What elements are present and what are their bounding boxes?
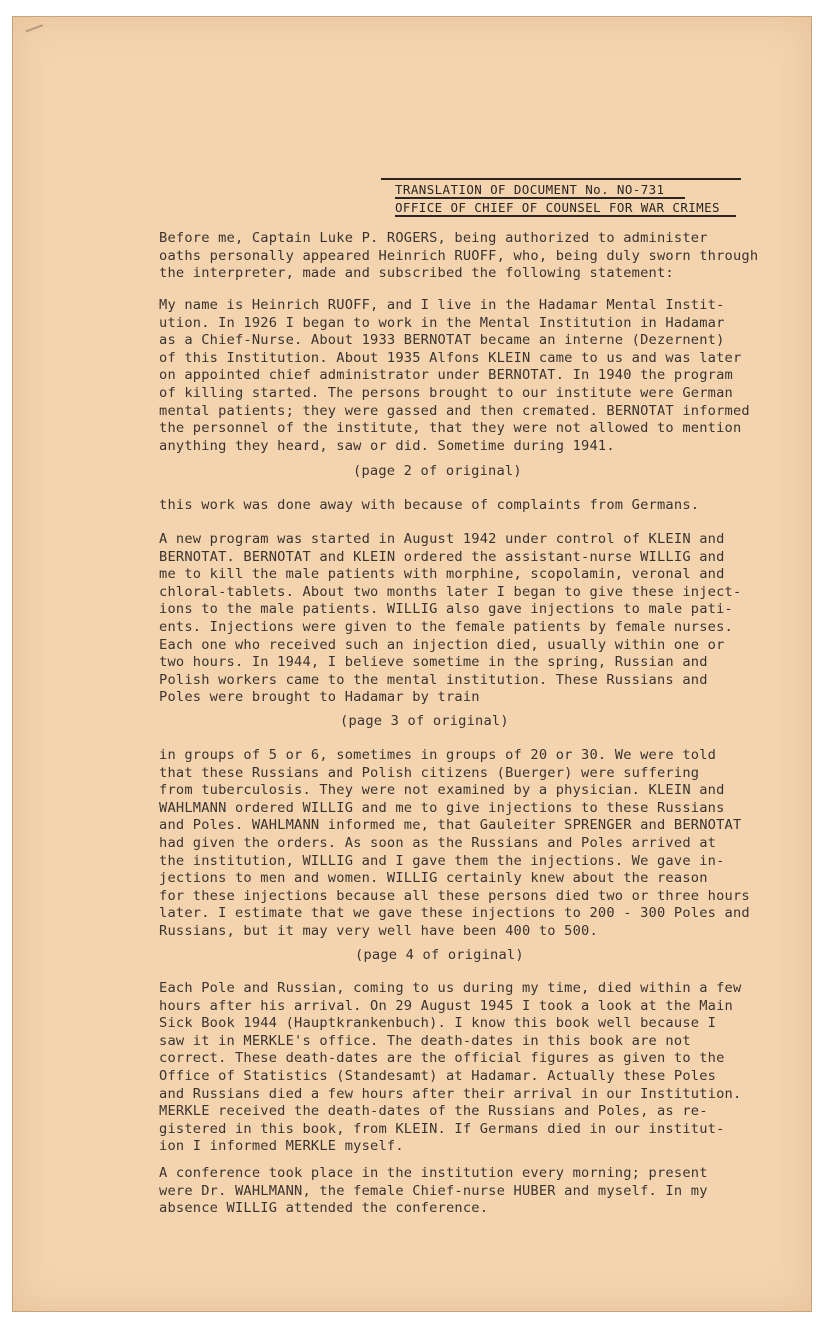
page-3-marker: (page 3 of original) bbox=[340, 713, 509, 729]
paragraph-5 bbox=[159, 980, 759, 1156]
text-line: in groups of 5 or 6, sometimes in groups of 20 or 30. We were told bbox=[159, 747, 717, 763]
paragraph-1 bbox=[159, 297, 759, 455]
text-line: oaths personally appeared Heinrich RUOFF, who, being duly sworn through bbox=[159, 247, 759, 264]
text-line: for these injections because all these persons died two or three hours bbox=[159, 887, 750, 904]
text-line: gistered in this book, from KLEIN. If Germans died in our institut- bbox=[159, 1120, 725, 1137]
text-line: me to kill the male patients with morphine, scopolamin, veronal and bbox=[159, 566, 725, 583]
text-line: the interpreter, made and subscribed the following statement: bbox=[159, 265, 674, 282]
header-office-line: OFFICE OF CHIEF OF COUNSEL FOR WAR CRIMES bbox=[395, 200, 720, 215]
text-line: ution. In 1926 I began to work in the Mental Institution in Hadamar bbox=[159, 314, 725, 331]
text-line: ion I informed MERKLE myself. bbox=[159, 1138, 404, 1155]
text-line: this work was done away with because of complaints from Germans. bbox=[159, 497, 700, 513]
text-line: Russians, but it may very well have been 400 to 500. bbox=[159, 922, 598, 939]
text-line: were Dr. WAHLMANN, the female Chief-nurse HUBER and myself. In my bbox=[159, 1182, 708, 1199]
text-line: the institution, WILLIG and I gave them the injections. We gave in- bbox=[159, 852, 725, 869]
text-line: WAHLMANN ordered WILLIG and me to give injections to these Russians bbox=[159, 799, 725, 816]
header-middle-rule bbox=[395, 197, 685, 199]
paragraph-4 bbox=[159, 747, 759, 941]
text-line: mental patients; they were gassed and then cremated. BERNOTAT informed bbox=[159, 402, 750, 419]
text-line: had given the orders. As soon as the Russians and Poles arrived at bbox=[159, 834, 717, 851]
document-page bbox=[12, 16, 812, 1312]
text-line: of this Institution. About 1935 Alfons KLEIN came to us and was later bbox=[159, 349, 742, 366]
text-line: as a Chief-Nurse. About 1933 BERNOTAT became an interne (Dezernent) bbox=[159, 332, 725, 349]
header-top-rule bbox=[381, 178, 741, 180]
text-line: two hours. In 1944, I believe sometime in the spring, Russian and bbox=[159, 654, 708, 671]
text-line: chloral-tablets. About two months later I began to give these inject- bbox=[159, 583, 742, 600]
text-line: and Poles. WAHLMANN informed me, that Gauleiter SPRENGER and BERNOTAT bbox=[159, 817, 742, 834]
text-line: Each one who received such an injection died, usually within one or bbox=[159, 636, 725, 653]
corner-mark bbox=[25, 24, 46, 41]
header-bottom-rule bbox=[395, 215, 736, 217]
paragraph-3 bbox=[159, 531, 759, 707]
text-line: on appointed chief administrator under BERNOTAT. In 1940 the program bbox=[159, 367, 733, 384]
text-line: later. I estimate that we gave these injections to 200 - 300 Poles and bbox=[159, 905, 750, 922]
text-line: from tuberculosis. They were not examined by a physician. KLEIN and bbox=[159, 782, 725, 799]
text-line: Polish workers came to the mental institution. These Russians and bbox=[159, 671, 708, 688]
text-line: ents. Injections were given to the female patients by female nurses. bbox=[159, 618, 733, 635]
text-line: A conference took place in the institution every morning; present bbox=[159, 1165, 708, 1181]
text-line: ions to the male patients. WILLIG also gave injections to male pati- bbox=[159, 601, 733, 618]
text-line: Each Pole and Russian, coming to us during my time, died within a few bbox=[159, 980, 742, 996]
paragraph-6 bbox=[159, 1165, 759, 1218]
text-line: Before me, Captain Luke P. ROGERS, being authorized to administer bbox=[159, 230, 708, 246]
text-line: Office of Statistics (Standesamt) at Hadamar. Actually these Poles bbox=[159, 1067, 717, 1084]
page-2-marker: (page 2 of original) bbox=[353, 463, 522, 479]
text-line: jections to men and women. WILLIG certainly knew about the reason bbox=[159, 870, 708, 887]
text-line: anything they heard, saw or did. Sometime during 1941. bbox=[159, 437, 615, 454]
text-line: Sick Book 1944 (Hauptkrankenbuch). I know this book well because I bbox=[159, 1015, 717, 1032]
text-line: BERNOTAT. BERNOTAT and KLEIN ordered the assistant-nurse WILLIG and bbox=[159, 548, 725, 565]
text-line: My name is Heinrich RUOFF, and I live in the Hadamar Mental Instit- bbox=[159, 297, 725, 313]
text-line: hours after his arrival. On 29 August 1945 I took a look at the Main bbox=[159, 997, 733, 1014]
text-line: and Russians died a few hours after their arrival in our Institution. bbox=[159, 1085, 742, 1102]
text-line: MERKLE received the death-dates of the Russians and Poles, as re- bbox=[159, 1103, 708, 1120]
text-line: correct. These death-dates are the official figures as given to the bbox=[159, 1050, 725, 1067]
paragraph-2 bbox=[159, 497, 759, 515]
text-line: saw it in MERKLE's office. The death-dates in this book are not bbox=[159, 1032, 691, 1049]
text-line: of killing started. The persons brought to our institute were German bbox=[159, 384, 733, 401]
header-translation-line: TRANSLATION OF DOCUMENT No. NO-731 bbox=[395, 182, 665, 197]
intro-paragraph bbox=[159, 230, 759, 283]
page-4-marker: (page 4 of original) bbox=[355, 947, 524, 963]
text-line: the personnel of the institute, that they were not allowed to mention bbox=[159, 420, 742, 437]
text-line: that these Russians and Polish citizens (Buerger) were suffering bbox=[159, 764, 700, 781]
text-line: Poles were brought to Hadamar by train bbox=[159, 689, 480, 706]
text-line: absence WILLIG attended the conference. bbox=[159, 1200, 489, 1217]
text-line: A new program was started in August 1942 under control of KLEIN and bbox=[159, 531, 725, 547]
